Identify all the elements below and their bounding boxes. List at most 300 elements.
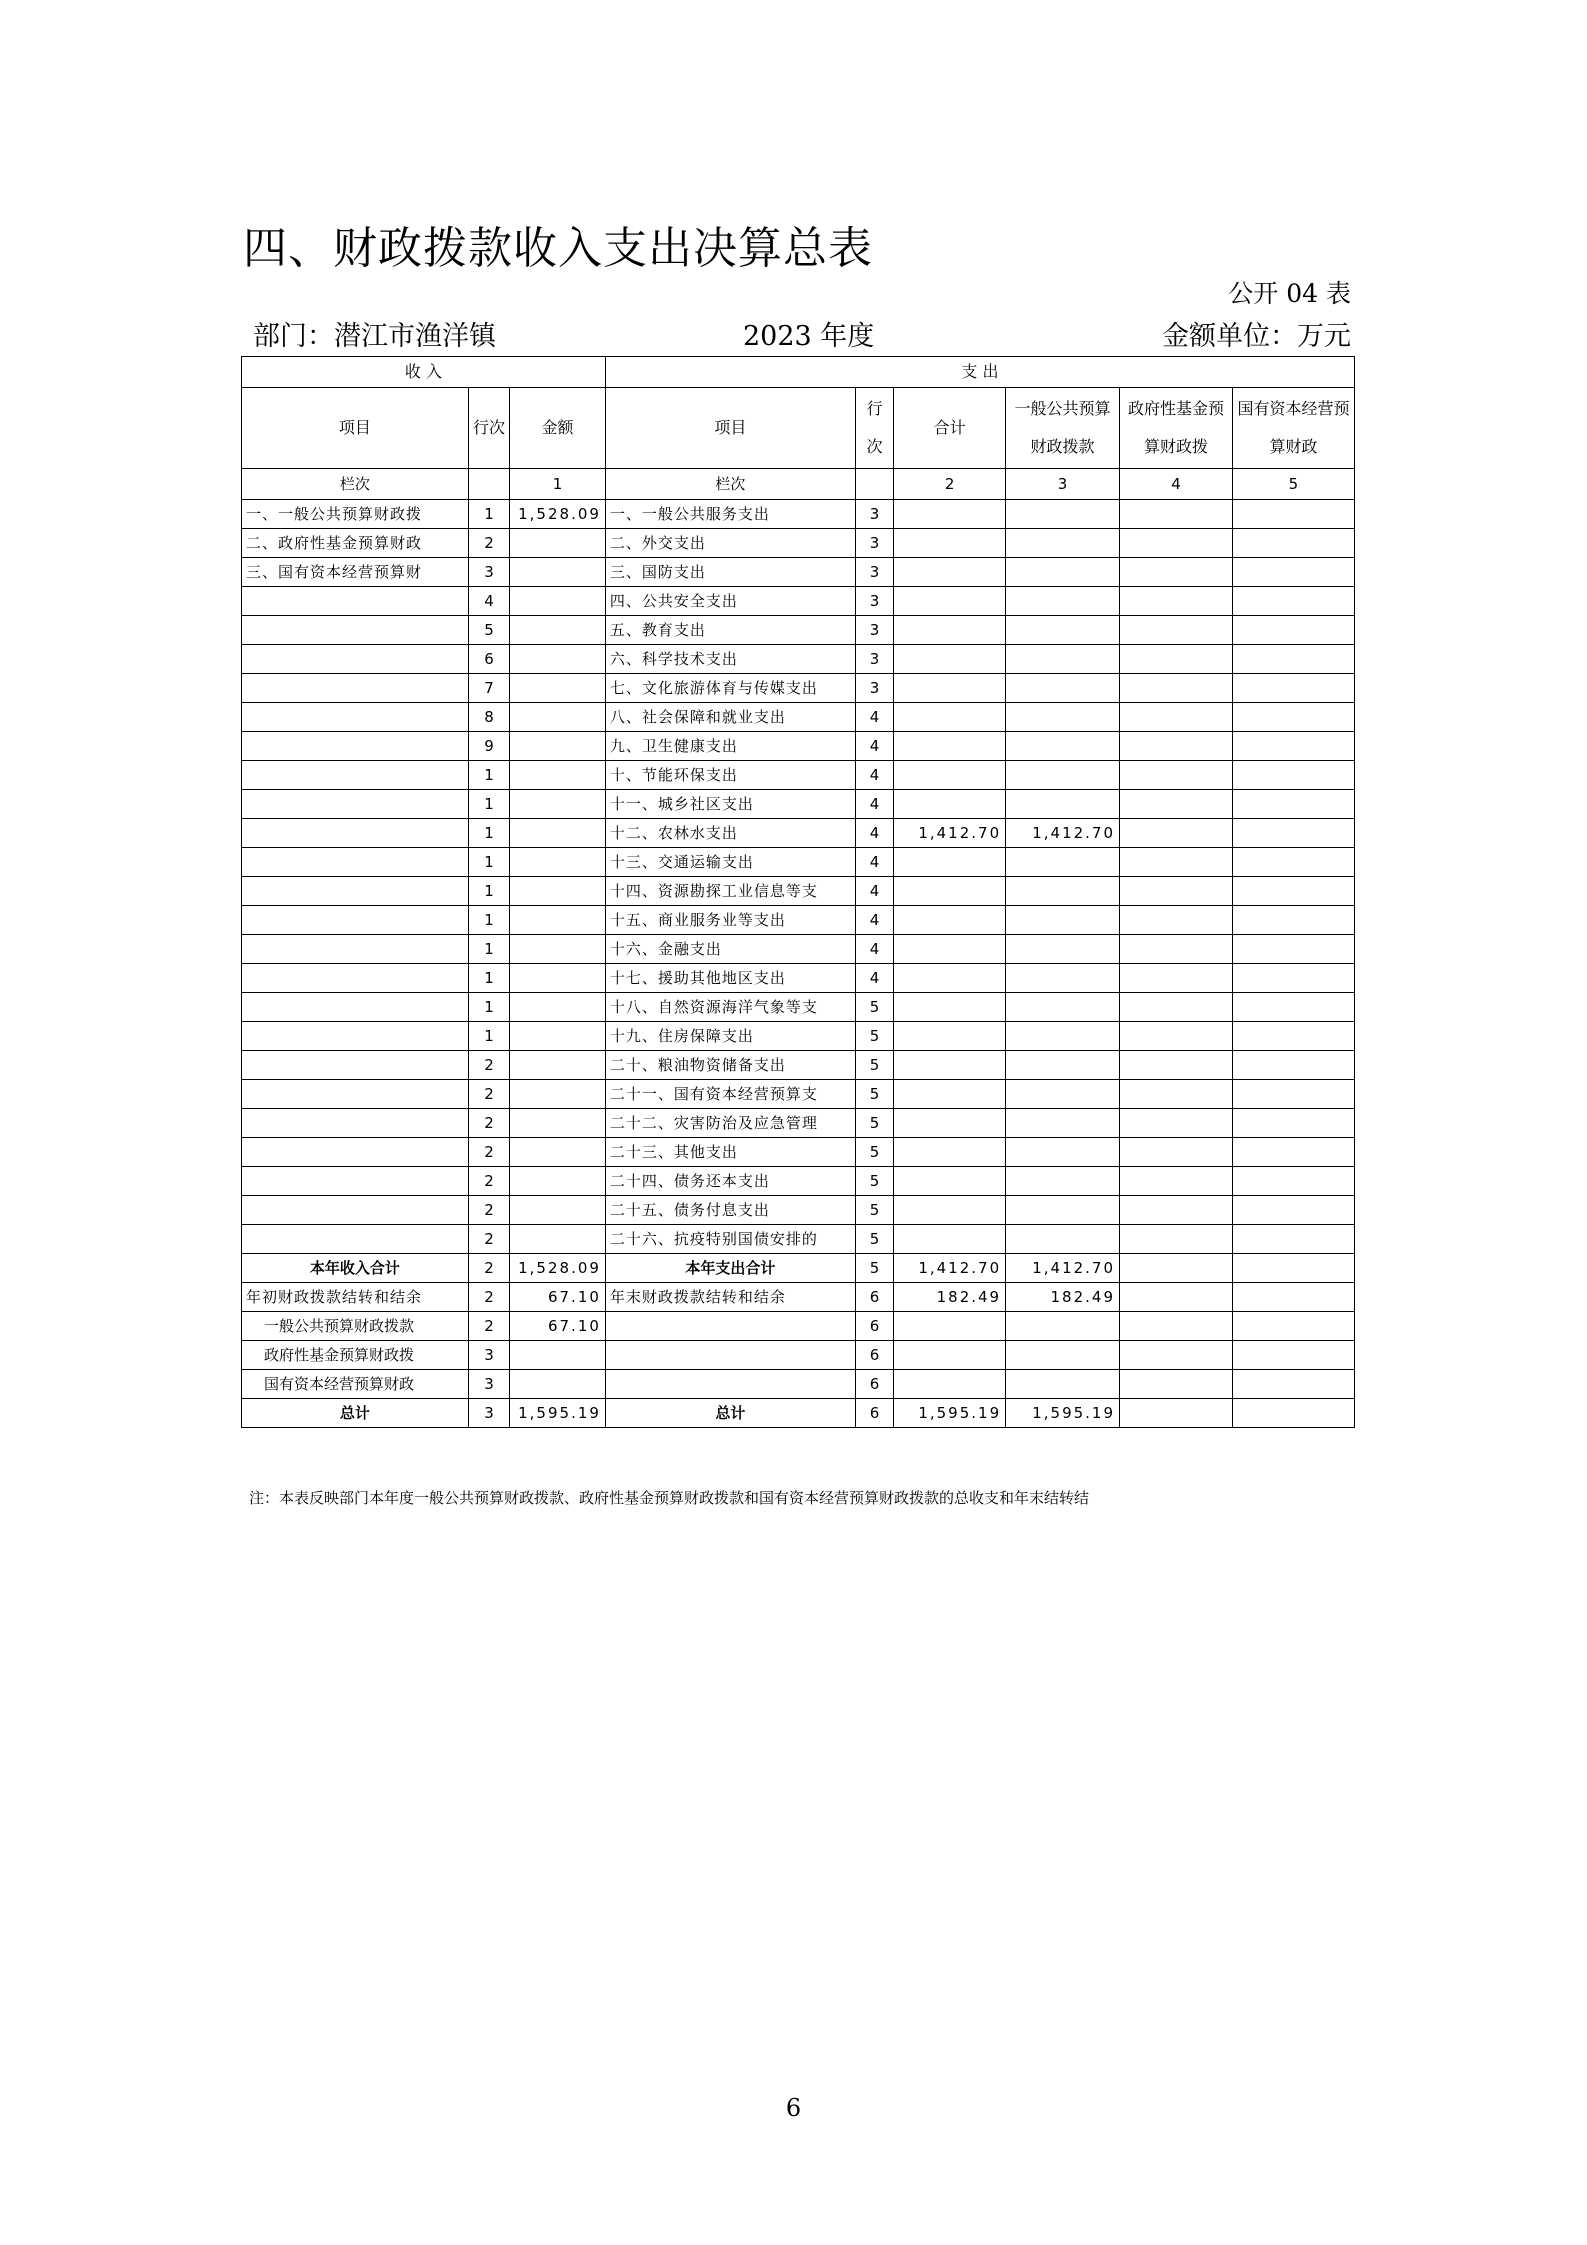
header-general-budget: 一般公共预算财政拨款	[1006, 388, 1120, 469]
header-expense-row-no: 行次	[855, 388, 893, 469]
income-row-no: 3	[468, 558, 509, 587]
expense-capital	[1232, 877, 1354, 906]
column-number-row	[242, 469, 1355, 500]
expense-general	[1006, 1196, 1120, 1225]
sub3-ex-total	[894, 1370, 1006, 1399]
expense-row-no: 3	[855, 587, 893, 616]
income-row-no: 9	[468, 732, 509, 761]
expense-capital	[1232, 1022, 1354, 1051]
expense-capital	[1232, 761, 1354, 790]
income-amount: 1,528.09	[510, 500, 606, 529]
expense-capital	[1232, 558, 1354, 587]
expense-item: 四、公共安全支出	[605, 587, 855, 616]
table-row	[242, 1167, 1355, 1196]
expense-fund	[1120, 1138, 1233, 1167]
grand-income-label: 总计	[242, 1399, 469, 1428]
expense-row-no: 3	[855, 500, 893, 529]
expense-total	[894, 558, 1006, 587]
income-amount	[510, 761, 606, 790]
expense-fund	[1120, 732, 1233, 761]
income-item	[242, 906, 469, 935]
table-row	[242, 1051, 1355, 1080]
sub2-ex-capital	[1232, 1341, 1354, 1370]
expense-fund	[1120, 674, 1233, 703]
income-amount	[510, 906, 606, 935]
expense-fund	[1120, 1080, 1233, 1109]
income-amount	[510, 819, 606, 848]
expense-total	[894, 848, 1006, 877]
expense-row-no: 4	[855, 964, 893, 993]
expense-item: 七、文化旅游体育与传媒支出	[605, 674, 855, 703]
expense-fund	[1120, 645, 1233, 674]
year-income-row-no: 2	[468, 1254, 509, 1283]
expense-fund	[1120, 877, 1233, 906]
income-row-no: 1	[468, 906, 509, 935]
expense-row-no: 4	[855, 877, 893, 906]
year-income-label: 本年收入合计	[242, 1254, 469, 1283]
budget-table	[241, 356, 1355, 1428]
expense-general	[1006, 1109, 1120, 1138]
header-expense-item: 项目	[605, 388, 855, 469]
expense-fund	[1120, 790, 1233, 819]
grand-expense-row-no: 6	[855, 1399, 893, 1428]
grand-income-row-no: 3	[468, 1399, 509, 1428]
income-row-no: 2	[468, 1109, 509, 1138]
expense-item: 八、社会保障和就业支出	[605, 703, 855, 732]
expense-item: 十八、自然资源海洋气象等支	[605, 993, 855, 1022]
table-row	[242, 558, 1355, 587]
sub3-ex-general	[1006, 1370, 1120, 1399]
expense-general: 1,412.70	[1006, 819, 1120, 848]
grand-expense-label: 总计	[605, 1399, 855, 1428]
expense-row-no: 5	[855, 1022, 893, 1051]
end-carryover-total: 182.49	[894, 1283, 1006, 1312]
expense-capital	[1232, 587, 1354, 616]
header-income-item: 项目	[242, 388, 469, 469]
table-row	[242, 1022, 1355, 1051]
grand-expense-general: 1,595.19	[1006, 1399, 1120, 1428]
income-item	[242, 761, 469, 790]
col-number-3: 3	[1006, 469, 1120, 500]
expense-general	[1006, 964, 1120, 993]
income-row-no: 8	[468, 703, 509, 732]
table-row	[242, 1225, 1355, 1254]
grand-income-amount: 1,595.19	[510, 1399, 606, 1428]
header-gov-fund: 政府性基金预算财政拨	[1120, 388, 1233, 469]
expense-capital	[1232, 1225, 1354, 1254]
summary-row-year-total	[242, 1254, 1355, 1283]
expense-row-no: 5	[855, 1167, 893, 1196]
expense-total	[894, 616, 1006, 645]
expense-capital	[1232, 529, 1354, 558]
expense-row-no: 3	[855, 674, 893, 703]
year-label: 2023 年度	[743, 321, 875, 352]
expense-general	[1006, 790, 1120, 819]
expense-fund	[1120, 906, 1233, 935]
form-number: 公开 04 表	[1228, 279, 1351, 308]
income-item	[242, 703, 469, 732]
expense-capital	[1232, 732, 1354, 761]
expense-total	[894, 1109, 1006, 1138]
col-number-2: 2	[894, 469, 1006, 500]
expense-row-no: 5	[855, 1196, 893, 1225]
income-amount	[510, 1022, 606, 1051]
expense-total	[894, 906, 1006, 935]
year-expense-total: 1,412.70	[894, 1254, 1006, 1283]
expense-general	[1006, 500, 1120, 529]
expense-total	[894, 935, 1006, 964]
page-number: 6	[785, 2094, 802, 2122]
sub3-ex-item	[605, 1370, 855, 1399]
sub2-ex-fund	[1120, 1341, 1233, 1370]
expense-general	[1006, 993, 1120, 1022]
begin-carryover-label: 年初财政拨款结转和结余	[242, 1283, 469, 1312]
income-amount	[510, 558, 606, 587]
income-item	[242, 935, 469, 964]
header-state-capital: 国有资本经营预算财政	[1232, 388, 1354, 469]
income-amount	[510, 732, 606, 761]
expense-total	[894, 1167, 1006, 1196]
income-row-no: 2	[468, 1167, 509, 1196]
expense-total	[894, 1196, 1006, 1225]
income-item	[242, 1196, 469, 1225]
sub1-ex-total	[894, 1312, 1006, 1341]
summary-row-sub3	[242, 1370, 1355, 1399]
income-item	[242, 1051, 469, 1080]
expense-total	[894, 645, 1006, 674]
income-row-no: 2	[468, 1080, 509, 1109]
table-row	[242, 1196, 1355, 1225]
expense-capital	[1232, 1196, 1354, 1225]
end-carryover-label: 年末财政拨款结转和结余	[605, 1283, 855, 1312]
expense-total	[894, 1080, 1006, 1109]
expense-total	[894, 877, 1006, 906]
expense-item: 二十六、抗疫特别国债安排的	[605, 1225, 855, 1254]
expense-capital	[1232, 1109, 1354, 1138]
expense-general	[1006, 906, 1120, 935]
income-amount	[510, 703, 606, 732]
meta-line	[253, 314, 1351, 350]
table-row	[242, 1138, 1355, 1167]
income-item	[242, 1138, 469, 1167]
expense-fund	[1120, 703, 1233, 732]
expense-fund	[1120, 1167, 1233, 1196]
expense-general	[1006, 1167, 1120, 1196]
year-income-amount: 1,528.09	[510, 1254, 606, 1283]
expense-fund	[1120, 1196, 1233, 1225]
expense-item: 十六、金融支出	[605, 935, 855, 964]
expense-total	[894, 732, 1006, 761]
sub1-ex-general	[1006, 1312, 1120, 1341]
table-row	[242, 616, 1355, 645]
income-item	[242, 790, 469, 819]
sub2-ex-total	[894, 1341, 1006, 1370]
sub1-ex-item	[605, 1312, 855, 1341]
expense-total	[894, 500, 1006, 529]
table-row	[242, 761, 1355, 790]
expense-total	[894, 1022, 1006, 1051]
income-row-no: 2	[468, 1051, 509, 1080]
income-item	[242, 848, 469, 877]
income-item	[242, 1225, 469, 1254]
expense-row-no: 3	[855, 616, 893, 645]
expense-capital	[1232, 819, 1354, 848]
expense-row-no: 4	[855, 790, 893, 819]
income-item: 三、国有资本经营预算财	[242, 558, 469, 587]
expense-capital	[1232, 790, 1354, 819]
expense-item: 九、卫生健康支出	[605, 732, 855, 761]
income-row-no: 5	[468, 616, 509, 645]
table-row	[242, 935, 1355, 964]
sub2-label: 政府性基金预算财政拨	[242, 1341, 469, 1370]
income-row-no: 1	[468, 935, 509, 964]
table-row	[242, 645, 1355, 674]
income-row-no: 2	[468, 1225, 509, 1254]
expense-item: 二十、粮油物资储备支出	[605, 1051, 855, 1080]
income-amount	[510, 1225, 606, 1254]
expense-row-no: 3	[855, 558, 893, 587]
expense-row-no: 4	[855, 761, 893, 790]
expense-capital	[1232, 616, 1354, 645]
expense-capital	[1232, 1138, 1354, 1167]
sub2-ex-general	[1006, 1341, 1120, 1370]
expense-item: 五、教育支出	[605, 616, 855, 645]
end-carryover-row-no: 6	[855, 1283, 893, 1312]
grand-expense-capital	[1232, 1399, 1354, 1428]
expense-row-no: 5	[855, 1225, 893, 1254]
expense-fund	[1120, 500, 1233, 529]
income-amount	[510, 790, 606, 819]
col-label-right: 栏次	[605, 469, 855, 500]
expense-row-no: 3	[855, 645, 893, 674]
header-income-amount: 金额	[510, 388, 606, 469]
expense-general	[1006, 674, 1120, 703]
begin-carryover-row-no: 2	[468, 1283, 509, 1312]
income-amount	[510, 616, 606, 645]
expense-total	[894, 1138, 1006, 1167]
expense-general	[1006, 877, 1120, 906]
sub3-row-no: 3	[468, 1370, 509, 1399]
table-row	[242, 993, 1355, 1022]
grand-expense-total: 1,595.19	[894, 1399, 1006, 1428]
expense-general	[1006, 1225, 1120, 1254]
expense-item: 十二、农林水支出	[605, 819, 855, 848]
expense-total	[894, 529, 1006, 558]
income-amount	[510, 1138, 606, 1167]
income-amount	[510, 1109, 606, 1138]
expense-fund	[1120, 558, 1233, 587]
summary-row-grand-total	[242, 1399, 1355, 1428]
expense-row-no: 4	[855, 703, 893, 732]
expense-row-no: 5	[855, 1051, 893, 1080]
begin-carryover-amount: 67.10	[510, 1283, 606, 1312]
expense-fund	[1120, 935, 1233, 964]
expense-total	[894, 674, 1006, 703]
expense-item: 十五、商业服务业等支出	[605, 906, 855, 935]
expense-item: 十七、援助其他地区支出	[605, 964, 855, 993]
unit-label: 金额单位：万元	[1162, 321, 1351, 352]
expense-fund	[1120, 587, 1233, 616]
income-amount	[510, 529, 606, 558]
expense-row-no: 4	[855, 819, 893, 848]
income-item: 一、一般公共预算财政拨	[242, 500, 469, 529]
income-row-no: 1	[468, 761, 509, 790]
expense-capital	[1232, 1051, 1354, 1080]
sub1-ex-row-no: 6	[855, 1312, 893, 1341]
table-row	[242, 819, 1355, 848]
expense-item: 十一、城乡社区支出	[605, 790, 855, 819]
expense-general	[1006, 703, 1120, 732]
income-item	[242, 964, 469, 993]
col-number-5: 5	[1232, 469, 1354, 500]
expense-general	[1006, 587, 1120, 616]
year-expense-row-no: 5	[855, 1254, 893, 1283]
income-item	[242, 1080, 469, 1109]
income-amount	[510, 1167, 606, 1196]
sub1-row-no: 2	[468, 1312, 509, 1341]
expense-fund	[1120, 964, 1233, 993]
income-amount	[510, 674, 606, 703]
sub2-row-no: 3	[468, 1341, 509, 1370]
expense-capital	[1232, 964, 1354, 993]
expense-general	[1006, 1051, 1120, 1080]
table-row	[242, 587, 1355, 616]
income-row-no: 2	[468, 1196, 509, 1225]
expense-general	[1006, 645, 1120, 674]
income-amount	[510, 1051, 606, 1080]
table-row	[242, 732, 1355, 761]
expense-capital	[1232, 935, 1354, 964]
income-amount	[510, 1196, 606, 1225]
income-amount	[510, 964, 606, 993]
expense-general	[1006, 935, 1120, 964]
summary-row-sub1	[242, 1312, 1355, 1341]
end-carryover-general: 182.49	[1006, 1283, 1120, 1312]
expense-item: 二十一、国有资本经营预算支	[605, 1080, 855, 1109]
income-item	[242, 993, 469, 1022]
income-item	[242, 1167, 469, 1196]
expense-total	[894, 964, 1006, 993]
income-row-no: 7	[468, 674, 509, 703]
expense-row-no: 4	[855, 906, 893, 935]
sub1-amount: 67.10	[510, 1312, 606, 1341]
year-expense-general: 1,412.70	[1006, 1254, 1120, 1283]
sub1-ex-capital	[1232, 1312, 1354, 1341]
table-row	[242, 529, 1355, 558]
table-body	[242, 500, 1355, 1254]
income-item: 二、政府性基金预算财政	[242, 529, 469, 558]
income-section-header: 收 入	[242, 357, 606, 388]
expense-total	[894, 1225, 1006, 1254]
income-row-no: 1	[468, 877, 509, 906]
expense-item: 十四、资源勘探工业信息等支	[605, 877, 855, 906]
expense-item: 二、外交支出	[605, 529, 855, 558]
sub3-amount	[510, 1370, 606, 1399]
expense-general	[1006, 558, 1120, 587]
income-amount	[510, 645, 606, 674]
expense-item: 二十五、债务付息支出	[605, 1196, 855, 1225]
expense-item: 二十三、其他支出	[605, 1138, 855, 1167]
expense-row-no: 5	[855, 1138, 893, 1167]
income-item	[242, 1109, 469, 1138]
sub3-label: 国有资本经营预算财政	[242, 1370, 469, 1399]
income-row-no: 1	[468, 790, 509, 819]
income-amount	[510, 993, 606, 1022]
expense-capital	[1232, 993, 1354, 1022]
expense-capital	[1232, 674, 1354, 703]
expense-item: 一、一般公共服务支出	[605, 500, 855, 529]
col-number-1: 1	[510, 469, 606, 500]
expense-general	[1006, 1138, 1120, 1167]
expense-capital	[1232, 500, 1354, 529]
expense-general	[1006, 761, 1120, 790]
table-row	[242, 877, 1355, 906]
header-total: 合计	[894, 388, 1006, 469]
income-amount	[510, 935, 606, 964]
expense-fund	[1120, 1022, 1233, 1051]
expense-item: 二十二、灾害防治及应急管理	[605, 1109, 855, 1138]
expense-capital	[1232, 703, 1354, 732]
column-header-row	[242, 388, 1355, 469]
expense-general	[1006, 848, 1120, 877]
expense-capital	[1232, 906, 1354, 935]
page-title: 四、财政拨款收入支出决算总表	[243, 223, 873, 274]
grand-expense-fund	[1120, 1399, 1233, 1428]
expense-general	[1006, 1080, 1120, 1109]
expense-general	[1006, 1022, 1120, 1051]
summary-row-sub2	[242, 1341, 1355, 1370]
end-carryover-fund	[1120, 1283, 1233, 1312]
income-amount	[510, 1080, 606, 1109]
expense-section-header: 支 出	[605, 357, 1354, 388]
expense-item: 十九、住房保障支出	[605, 1022, 855, 1051]
table-row	[242, 964, 1355, 993]
expense-item: 三、国防支出	[605, 558, 855, 587]
expense-item: 二十四、债务还本支出	[605, 1167, 855, 1196]
income-item	[242, 1022, 469, 1051]
expense-total: 1,412.70	[894, 819, 1006, 848]
income-amount	[510, 587, 606, 616]
income-row-no: 2	[468, 1138, 509, 1167]
section-header-row	[242, 357, 1355, 388]
expense-fund	[1120, 819, 1233, 848]
expense-total	[894, 790, 1006, 819]
income-row-no: 4	[468, 587, 509, 616]
income-item	[242, 819, 469, 848]
income-item	[242, 877, 469, 906]
expense-fund	[1120, 529, 1233, 558]
income-row-no: 6	[468, 645, 509, 674]
expense-general	[1006, 616, 1120, 645]
table-row	[242, 790, 1355, 819]
sub2-ex-item	[605, 1341, 855, 1370]
table-row	[242, 500, 1355, 529]
end-carryover-capital	[1232, 1283, 1354, 1312]
expense-general	[1006, 529, 1120, 558]
income-item	[242, 645, 469, 674]
expense-total	[894, 761, 1006, 790]
expense-capital	[1232, 1167, 1354, 1196]
expense-item: 十三、交通运输支出	[605, 848, 855, 877]
year-expense-label: 本年支出合计	[605, 1254, 855, 1283]
department-label: 部门：潜江市渔洋镇	[253, 321, 496, 352]
table-row	[242, 703, 1355, 732]
table-row	[242, 848, 1355, 877]
expense-row-no: 4	[855, 935, 893, 964]
income-row-no: 2	[468, 529, 509, 558]
income-row-no: 1	[468, 819, 509, 848]
income-amount	[510, 848, 606, 877]
